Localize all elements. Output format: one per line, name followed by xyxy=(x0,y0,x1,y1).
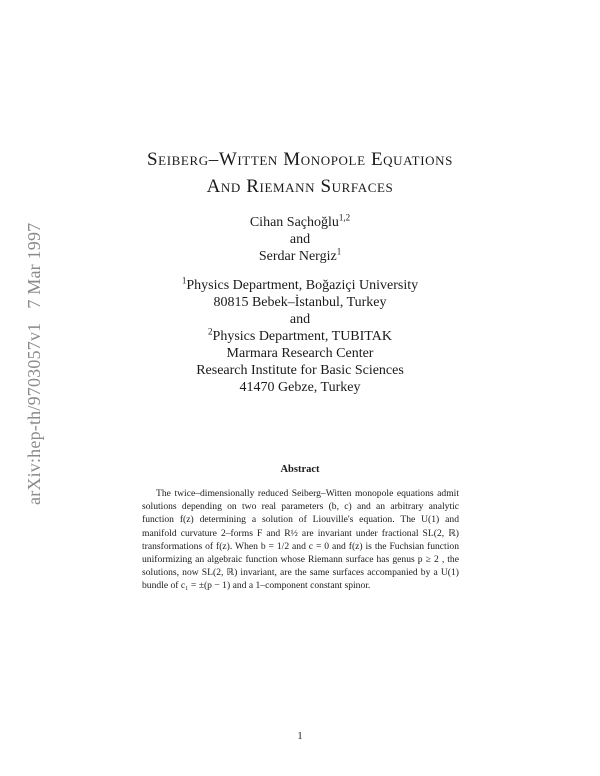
title-line-1: Seiberg–Witten Monopole Equations xyxy=(147,149,453,170)
affiliation-2-name: Physics Department, TUBITAK xyxy=(212,329,392,344)
abstract-heading: Abstract xyxy=(280,464,320,475)
arxiv-date: 7 Mar 1997 xyxy=(24,222,44,309)
arxiv-identifier-stamp xyxy=(24,223,45,505)
author-and: and xyxy=(289,232,311,247)
page-number: 1 xyxy=(297,731,303,742)
affiliation-1-mark: 1 xyxy=(181,275,187,286)
affiliation-2-line-2: Marmara Research Center xyxy=(226,346,374,361)
author-1 xyxy=(100,214,500,231)
affiliation-2-line-4: 41470 Gebze, Turkey xyxy=(239,380,361,395)
affiliation-1-line-1 xyxy=(100,277,500,294)
arxiv-id: arXiv:hep-th/9703057v1 xyxy=(24,322,44,505)
author-1-affil-mark: 1,2 xyxy=(338,212,351,223)
author-1-name: Cihan Saçhoğlu xyxy=(249,215,339,230)
affiliation-2-mark: 2 xyxy=(208,326,213,337)
affiliation-1-line-2: 80815 Bebek–İstanbul, Turkey xyxy=(213,295,387,310)
author-2-name: Serdar Nergiz xyxy=(258,249,337,264)
author-block xyxy=(100,214,500,265)
affiliation-and: and xyxy=(289,312,311,327)
affiliation-block xyxy=(100,277,500,396)
affiliation-2-line-1 xyxy=(100,328,500,345)
affiliation-1-name: Physics Department, Boğaziçi University xyxy=(186,278,419,293)
affiliation-2-line-3: Research Institute for Basic Sciences xyxy=(196,363,404,378)
author-2 xyxy=(100,248,500,265)
author-2-affil-mark: 1 xyxy=(336,246,342,257)
paper-title xyxy=(60,146,540,200)
title-line-2: And Riemann Surfaces xyxy=(206,176,394,197)
abstract-text: The twice–dimensionally reduced Seiberg–Witten monopole equations admit solutions depending on two real parameters (b, c) and an arbitrary analytic function f(z) determining a solution of Liouville's equation. The U(1) and manifold curvature 2–forms F and R½ are invariant under fractional SL(2, ℝ) transformations of f(z). When b = 1/2 and c = 0 and f(z) is the Fuchsian function uniformizing an algebraic function whose Riemann surface has genus p ≥ 2 , the solutions, now SL(2, ℝ) invariant, are the same surfaces accompanied by a U(1) bundle of c₁ = ±(p − 1) and a 1–component constant spinor. xyxy=(142,488,459,592)
